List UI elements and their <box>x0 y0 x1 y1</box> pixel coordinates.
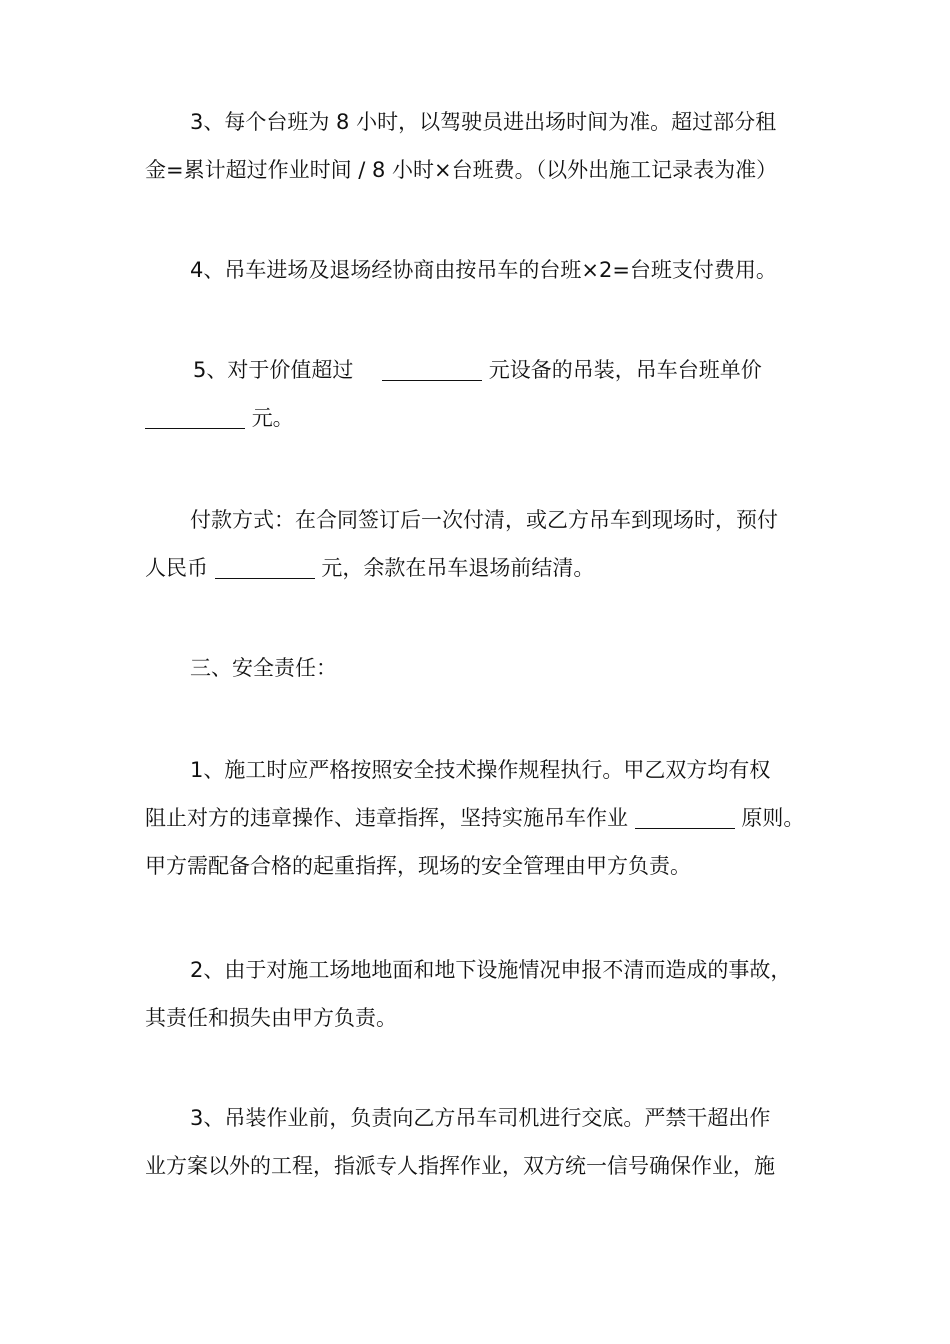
paragraph-text: 元，余款在吊车退场前结清。 <box>321 556 595 580</box>
paragraph-rent-overtime <box>145 98 825 194</box>
paragraph-line: 4、吊车进场及退场经协商由按吊车的台班×2=台班支付费用。 <box>190 258 777 282</box>
fill-in-blank <box>215 552 315 579</box>
paragraph-text: 5、对于价值超过 <box>193 358 354 382</box>
paragraph-line <box>145 394 825 442</box>
paragraph-line: 3、吊装作业前，负责向乙方吊车司机进行交底。严禁干超出作 <box>190 1106 771 1130</box>
section-heading-safety <box>145 644 825 692</box>
paragraph-line: 3、每个台班为 8 小时，以驾驶员进出场时间为准。超过部分租 <box>190 110 777 134</box>
paragraph-line <box>145 794 825 842</box>
fill-in-blank <box>635 802 735 829</box>
paragraph-text: 阻止对方的违章操作、违章指挥，坚持实施吊车作业 <box>145 806 628 830</box>
paragraph-safety-rules <box>145 746 825 890</box>
paragraph-line: 2、由于对施工场地地面和地下设施情况申报不清而造成的事故， <box>190 958 792 982</box>
paragraph-briefing <box>145 1094 825 1190</box>
paragraph-line <box>145 544 825 592</box>
paragraph-site-responsibility <box>145 946 825 1042</box>
paragraph-equipment-value <box>145 346 825 442</box>
paragraph-payment-method <box>145 496 825 592</box>
paragraph-line: 其责任和损失由甲方负责。 <box>145 1006 397 1030</box>
fill-in-blank <box>382 354 482 381</box>
paragraph-text: 元设备的吊装，吊车台班单价 <box>488 358 762 382</box>
paragraph-entry-exit-fee <box>145 246 825 294</box>
paragraph-line <box>145 346 825 394</box>
paragraph-line: 甲方需配备合格的起重指挥，现场的安全管理由甲方负责。 <box>145 854 691 878</box>
paragraph-text: 原则。 <box>741 806 805 830</box>
paragraph-line: 金=累计超过作业时间 / 8 小时×台班费。（以外出施工记录表为准） <box>145 158 778 182</box>
paragraph-text: 人民币 <box>145 556 208 580</box>
paragraph-line: 业方案以外的工程，指派专人指挥作业，双方统一信号确保作业，施 <box>145 1154 775 1178</box>
paragraph-text: 元。 <box>251 406 294 430</box>
section-title: 三、安全责任： <box>190 656 337 680</box>
paragraph-line: 1、施工时应严格按照安全技术操作规程执行。甲乙双方均有权 <box>190 758 771 782</box>
paragraph-line: 付款方式：在合同签订后一次付清，或乙方吊车到现场时，预付 <box>190 508 778 532</box>
fill-in-blank <box>145 402 245 429</box>
